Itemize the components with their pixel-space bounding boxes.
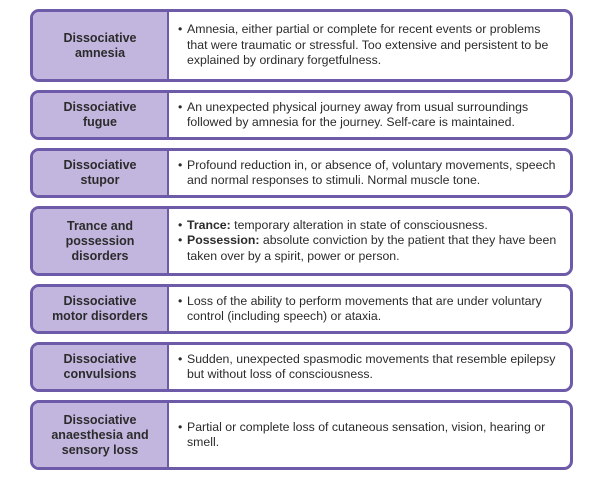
bullet-term: Possession:: [187, 233, 260, 248]
row-dissociative-motor-disorders: [30, 284, 573, 334]
row-description: [169, 12, 570, 79]
row-description: [169, 345, 570, 389]
bullet-text: temporary alteration in state of consciousness.: [230, 217, 488, 232]
bullet-item: [178, 22, 562, 69]
bullet-item: [178, 352, 562, 383]
bullet-text: Profound reduction in, or absence of, voluntary movements, speech and normal responses to stimuli. Normal muscle tone.: [187, 157, 556, 187]
row-description: [169, 151, 570, 195]
row-label: Dissociative stupor: [33, 151, 169, 195]
bullet-term: Trance:: [187, 217, 231, 232]
row-label: Dissociative convulsions: [33, 345, 169, 389]
row-description: [169, 93, 570, 137]
row-dissociative-amnesia: [30, 9, 573, 82]
row-dissociative-fugue: [30, 90, 573, 140]
bullet-dot-icon: •: [178, 293, 183, 308]
bullet-dot-icon: •: [178, 351, 183, 366]
row-description: [169, 403, 570, 467]
bullet-item: [178, 218, 562, 234]
bullet-dot-icon: •: [178, 233, 183, 248]
dissociative-disorders-table: [30, 9, 573, 478]
bullet-item: [178, 420, 562, 451]
row-dissociative-convulsions: [30, 342, 573, 392]
bullet-text: An unexpected physical journey away from usual surroundings followed by amnesia for the journey. Self-care is maintained.: [187, 99, 529, 129]
row-label: Dissociative fugue: [33, 93, 169, 137]
bullet-text: Sudden, unexpected spasmodic movements that resemble epilepsy but without loss of consciousness.: [187, 351, 556, 381]
row-dissociative-stupor: [30, 148, 573, 198]
row-description: [169, 209, 570, 273]
row-label: Dissociative motor disorders: [33, 287, 169, 331]
row-trance-and-possession-disorders: [30, 206, 573, 276]
row-label: Trance and possession disorders: [33, 209, 169, 273]
row-description: [169, 287, 570, 331]
row-label: Dissociative anaesthesia and sensory loss: [33, 403, 169, 467]
bullet-dot-icon: •: [178, 22, 183, 37]
bullet-item: [178, 100, 562, 131]
row-dissociative-anaesthesia-and-sensory-loss: [30, 400, 573, 470]
bullet-text: Partial or complete loss of cutaneous sensation, vision, hearing or smell.: [187, 419, 546, 449]
row-label: Dissociative amnesia: [33, 12, 169, 79]
bullet-dot-icon: •: [178, 157, 183, 172]
bullet-text: absolute conviction by the patient that they have been taken over by a spirit, power or person.: [187, 233, 557, 263]
bullet-item: [178, 294, 562, 325]
bullet-item: [178, 233, 562, 264]
bullet-text: Amnesia, either partial or complete for recent events or problems that were traumatic or stressful. Too extensive and persistent to be explained by ordinary forgetfulness.: [187, 22, 549, 68]
bullet-dot-icon: •: [178, 99, 183, 114]
bullet-text: Loss of the ability to perform movements that are under voluntary control (including speech) or ataxia.: [187, 293, 542, 323]
bullet-dot-icon: •: [178, 217, 183, 232]
bullet-item: [178, 158, 562, 189]
bullet-dot-icon: •: [178, 419, 183, 434]
